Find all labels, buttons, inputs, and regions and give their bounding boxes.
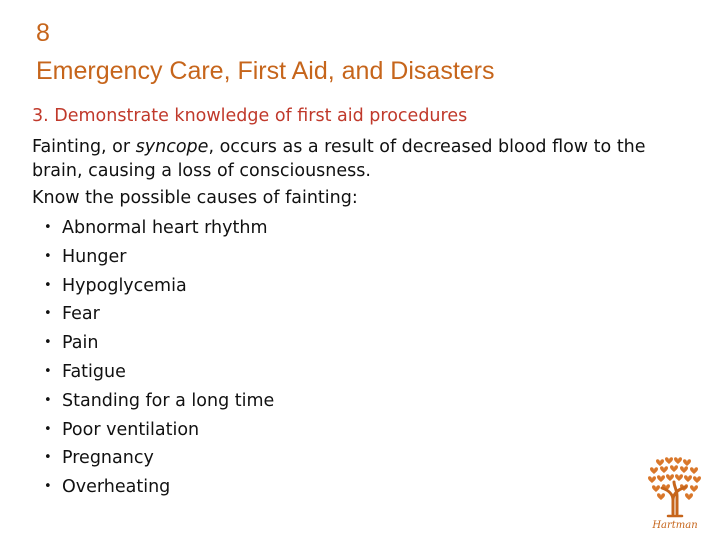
definition-text-before: Fainting, or bbox=[32, 137, 136, 157]
list-item bbox=[32, 358, 692, 387]
heart-tree-icon bbox=[644, 456, 706, 520]
bullet-icon: • bbox=[44, 421, 52, 437]
bullet-icon: • bbox=[44, 363, 52, 379]
list-item bbox=[32, 416, 692, 445]
learning-objective: 3. Demonstrate knowledge of first aid procedures bbox=[32, 106, 468, 126]
list-item bbox=[32, 243, 692, 272]
bullet-icon: • bbox=[44, 277, 52, 293]
list-item bbox=[32, 387, 692, 416]
slide-body bbox=[32, 104, 692, 502]
list-item-text: Standing for a long time bbox=[62, 390, 275, 411]
bullet-icon: • bbox=[44, 248, 52, 264]
publisher-logo bbox=[644, 456, 706, 534]
definition-term: syncope bbox=[135, 137, 209, 157]
list-item-text: Overheating bbox=[62, 477, 171, 498]
list-item-text: Fear bbox=[62, 304, 100, 325]
fainting-definition bbox=[32, 135, 692, 183]
bullet-icon: • bbox=[44, 392, 52, 408]
list-item-text: Pain bbox=[62, 333, 99, 354]
bullet-icon: • bbox=[44, 335, 52, 351]
list-item-text: Hunger bbox=[62, 246, 127, 267]
list-item bbox=[32, 473, 692, 502]
logo-wordmark: Hartman bbox=[652, 520, 698, 531]
definition-text-after: , occurs as a result of decreased blood flow to the brain, causing a loss of consciousness. bbox=[32, 137, 646, 181]
bullet-icon: • bbox=[44, 306, 52, 322]
list-item bbox=[32, 272, 692, 301]
bullet-icon: • bbox=[44, 220, 52, 235]
bullet-icon: • bbox=[44, 479, 52, 495]
list-item bbox=[32, 300, 692, 329]
causes-intro: Know the possible causes of fainting: bbox=[32, 188, 358, 208]
causes-list bbox=[32, 214, 692, 502]
list-item bbox=[32, 329, 692, 358]
list-item bbox=[32, 214, 692, 243]
chapter-title: Emergency Care, First Aid, and Disasters bbox=[36, 57, 495, 85]
list-item-text: Fatigue bbox=[62, 361, 126, 382]
list-item-text: Pregnancy bbox=[62, 448, 154, 469]
list-item-text: Abnormal heart rhythm bbox=[62, 218, 268, 238]
list-item bbox=[32, 444, 692, 473]
list-item-text: Poor ventilation bbox=[62, 419, 200, 440]
chapter-number: 8 bbox=[36, 19, 50, 47]
list-item-text: Hypoglycemia bbox=[62, 275, 187, 296]
bullet-icon: • bbox=[44, 450, 52, 466]
